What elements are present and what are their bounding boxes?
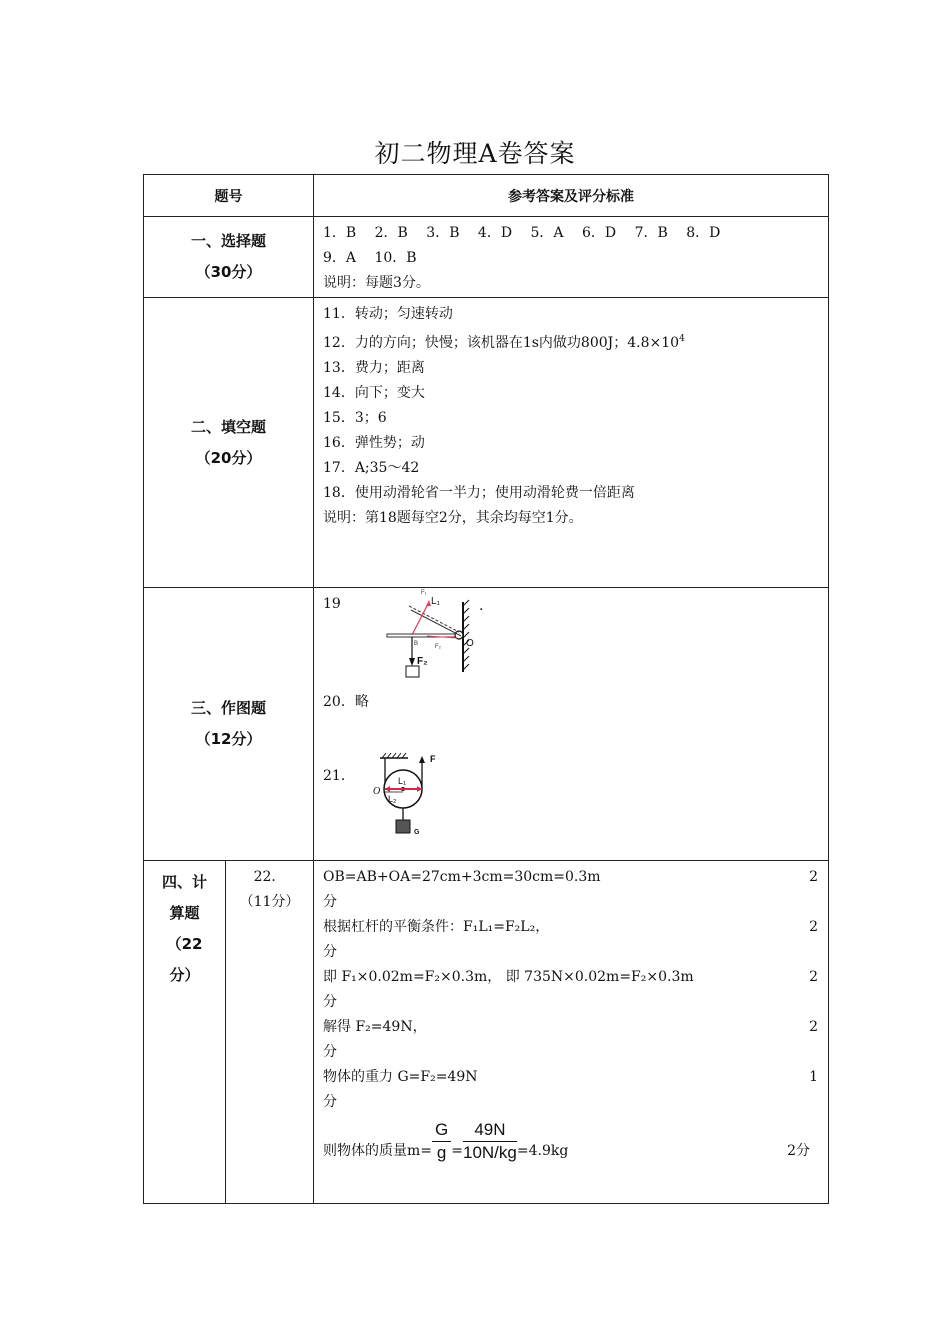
- calc-line-1-text: OB=AB+OA=27cm+3cm=30cm=0.3m: [323, 869, 601, 885]
- calc-question-number: 22．: [253, 869, 286, 885]
- l1-label-21: L₁: [398, 776, 407, 786]
- fill-score: （20分）: [195, 448, 262, 467]
- fill-section-label: [144, 298, 314, 588]
- fill-section-row: [144, 298, 829, 588]
- fill-item-18: 18．使用动滑轮省一半力；使用动滑轮费一倍距离: [323, 485, 635, 501]
- draw-section-label: [144, 588, 314, 861]
- o-label: O: [466, 638, 474, 649]
- calc-label-4: 分）: [169, 966, 200, 984]
- fill-item-12: [323, 327, 820, 356]
- calc-mass-line: [323, 1119, 818, 1164]
- f2-label: F₂: [417, 656, 428, 667]
- choice-section-label: [144, 217, 314, 298]
- draw-score: （12分）: [195, 730, 262, 748]
- calc-line-2-points: 2: [809, 919, 818, 935]
- calc-line-1: [323, 865, 818, 890]
- calc-section-label: [144, 861, 226, 1204]
- o-label-21: O: [373, 786, 381, 797]
- q19-number: 19: [323, 596, 341, 612]
- fill-item-12-exponent: 4: [679, 334, 685, 344]
- f-arrowhead: [419, 756, 425, 763]
- choice-label: 一、选择题: [190, 232, 266, 250]
- l1-label: L₁: [431, 596, 440, 607]
- q21-number: 21．: [323, 768, 355, 784]
- calc-question-cell: [226, 861, 314, 1204]
- mass-prefix: 则物体的质量m=: [323, 1143, 433, 1159]
- weight-g-box: [396, 820, 410, 833]
- fill-answers: [314, 298, 829, 588]
- g-label: G: [414, 829, 420, 836]
- calc-line-4-points: 2: [809, 1019, 818, 1035]
- fill-item-14: 14．向下；变大: [323, 385, 425, 401]
- calc-line-2-unit: 分: [323, 944, 337, 960]
- choice-answers: [314, 217, 829, 298]
- calc-line-3-points: 2: [809, 969, 818, 985]
- fill-item-12-text: 12．力的方向；快慢；该机器在1s内做功800J；4.8×10: [323, 335, 680, 351]
- draw-answers: [314, 588, 829, 861]
- frac1-denominator: g: [436, 1143, 447, 1162]
- fill-item-15: 15．3；6: [323, 410, 387, 426]
- fill-item-16: 16．弹性势；动: [323, 435, 425, 451]
- lever-diagram: [369, 588, 479, 686]
- calc-line-5-text: 物体的重力 G=F₂=49N: [323, 1069, 478, 1085]
- calc-mass-formula: [323, 1119, 568, 1164]
- calc-label-1: 四、计: [161, 873, 207, 891]
- fill-item-11: 11．转动；匀速转动: [323, 306, 453, 322]
- calc-line-3-unit: 分: [323, 994, 337, 1010]
- fill-item-17: 17．A;35～42: [323, 460, 420, 476]
- draw-label: 三、作图题: [190, 699, 266, 717]
- calc-line-4-text: 解得 F₂=49N，: [323, 1019, 427, 1035]
- header-reference-answer: 参考答案及评分标准: [314, 175, 829, 217]
- calc-line-2-text: 根据杠杆的平衡条件：F₁L₁=F₂L₂，: [323, 919, 550, 935]
- calc-question-score: （11分）: [239, 894, 300, 910]
- calc-label-3: （22: [166, 935, 203, 953]
- frac2-denominator: 10N/kg: [462, 1143, 517, 1162]
- fraction-g-over-g: [432, 1119, 451, 1164]
- answer-table: [143, 174, 829, 1204]
- choice-line-1: 1．B 2．B 3．B 4．D 5．A 6．D 7．B 8．D: [323, 225, 721, 241]
- fill-note: 说明：第18题每空2分，其余均每空1分。: [323, 510, 583, 526]
- calc-line-3: [323, 965, 818, 990]
- f2-arrowhead: [409, 658, 415, 666]
- fill-item-13: 13．费力；距离: [323, 360, 425, 376]
- b-label: B: [414, 641, 419, 647]
- calc-line-5-unit: 分: [323, 1094, 337, 1110]
- fraction-49n-over-10nkg: [463, 1119, 517, 1164]
- f1-label: F₁: [421, 590, 427, 596]
- calc-label-2: 算题: [169, 904, 200, 922]
- lever-bar: [387, 634, 459, 637]
- choice-line-2: 9．A 10．B: [323, 250, 417, 266]
- pulley-diagram: [370, 752, 460, 842]
- calc-line-1-unit: 分: [323, 894, 337, 910]
- calc-line-4-unit: 分: [323, 1044, 337, 1060]
- mass-eq: =: [451, 1143, 463, 1159]
- f-label: F: [430, 754, 436, 764]
- calc-line-1-points: 2: [809, 869, 818, 885]
- l2-label: L₂: [388, 794, 397, 804]
- choice-section-row: [144, 217, 829, 298]
- calc-line-3-text: 即 F₁×0.02m=F₂×0.3m， 即 735N×0.02m=F₂×0.3m: [323, 969, 694, 985]
- table-header-row: [144, 175, 829, 217]
- mass-result: =4.9kg: [516, 1143, 569, 1159]
- page-title: 初二物理A卷答案: [374, 139, 576, 168]
- calc-line-2: [323, 915, 818, 940]
- mass-points: 2分: [787, 1143, 810, 1159]
- f2-small-label: F₂: [435, 644, 441, 650]
- choice-note: 说明：每题3分。: [323, 275, 430, 291]
- calc-line-5: [323, 1065, 818, 1090]
- rope-line: [409, 606, 459, 632]
- calc-line-4: [323, 1015, 818, 1040]
- header-question-number: 题号: [144, 175, 314, 217]
- calc-answers: [314, 861, 829, 1204]
- calc-section-row: [144, 861, 829, 1204]
- weight-box: [406, 666, 419, 677]
- frac1-numerator: G: [432, 1119, 451, 1142]
- q20-answer: 20．略: [323, 694, 369, 710]
- fill-label: 二、填空题: [190, 417, 266, 436]
- draw-section-row: [144, 588, 829, 861]
- frac2-numerator: 49N: [463, 1119, 517, 1142]
- q19-dot: .: [479, 598, 484, 614]
- calc-line-5-points: 1: [809, 1069, 818, 1085]
- choice-score: （30分）: [195, 263, 262, 281]
